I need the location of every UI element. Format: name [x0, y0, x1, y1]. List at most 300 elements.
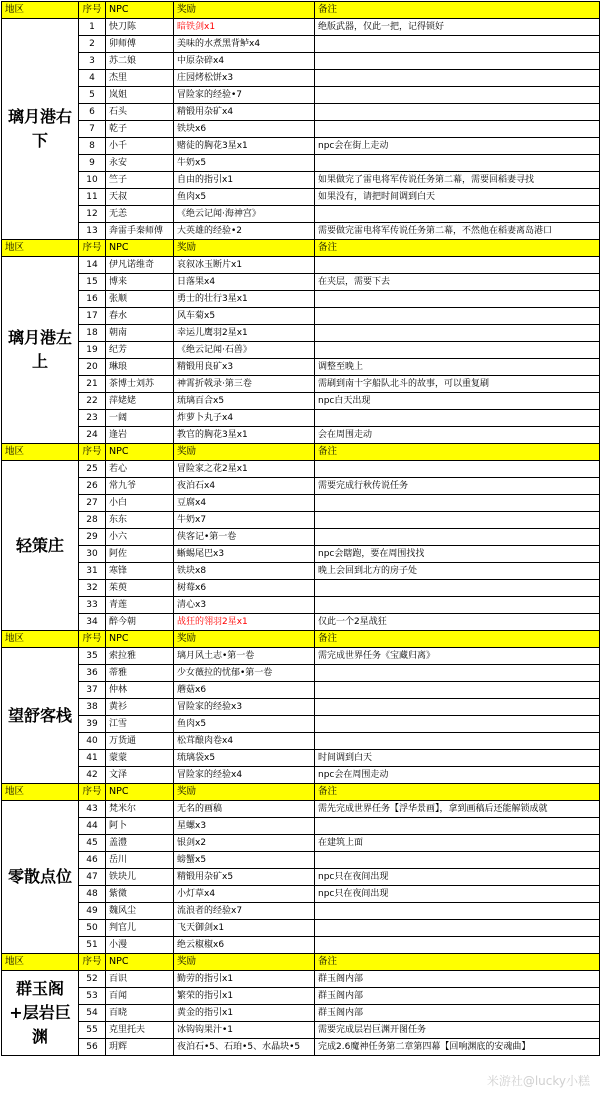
- reward-item: 幸运儿鹰羽2星x1: [174, 325, 315, 342]
- table-row: [2, 563, 600, 580]
- note-text: [315, 291, 600, 308]
- table-row: [2, 342, 600, 359]
- npc-name: 百晓: [106, 1005, 174, 1022]
- npc-name: 伊凡诺维奇: [106, 257, 174, 274]
- note-text: npc会在街上走动: [315, 138, 600, 155]
- reward-item: 勤劳的指引x1: [174, 971, 315, 988]
- row-num: 3: [79, 53, 106, 70]
- npc-name: 小漫: [106, 937, 174, 954]
- row-num: 7: [79, 121, 106, 138]
- note-text: [315, 512, 600, 529]
- header-row: [2, 2, 600, 19]
- note-text: 需要做完雷电将军传说任务第二幕，不然他在稻妻离岛港口: [315, 223, 600, 240]
- note-text: [315, 716, 600, 733]
- row-num: 16: [79, 291, 106, 308]
- npc-name: 阿卜: [106, 818, 174, 835]
- npc-name: 永安: [106, 155, 174, 172]
- reward-item: 冒险家的经验x4: [174, 767, 315, 784]
- header-npc: NPC: [106, 240, 174, 257]
- note-text: 群玉阁内部: [315, 988, 600, 1005]
- note-text: npc会瞎跑，要在周围找找: [315, 546, 600, 563]
- table-row: [2, 546, 600, 563]
- row-num: 21: [79, 376, 106, 393]
- reward-item: 炸萝卜丸子x4: [174, 410, 315, 427]
- header-npc: NPC: [106, 631, 174, 648]
- row-num: 42: [79, 767, 106, 784]
- reward-item: 流浪者的经验x7: [174, 903, 315, 920]
- row-num: 11: [79, 189, 106, 206]
- note-text: [315, 53, 600, 70]
- note-text: 在夹层，需要下去: [315, 274, 600, 291]
- reward-item: 豆腐x4: [174, 495, 315, 512]
- note-text: [315, 36, 600, 53]
- region-cell: 轻策庄: [2, 461, 79, 631]
- npc-name: 琳琅: [106, 359, 174, 376]
- note-text: npc只在夜间出现: [315, 869, 600, 886]
- npc-name: 一阔: [106, 410, 174, 427]
- header-num: 序号: [79, 240, 106, 257]
- table-row: [2, 903, 600, 920]
- note-text: [315, 342, 600, 359]
- note-text: [315, 104, 600, 121]
- table-row: [2, 87, 600, 104]
- header-npc: NPC: [106, 784, 174, 801]
- reward-item: 冒险家之花2星x1: [174, 461, 315, 478]
- header-num: 序号: [79, 2, 106, 19]
- header-row: [2, 954, 600, 971]
- row-num: 13: [79, 223, 106, 240]
- table-row: [2, 410, 600, 427]
- note-text: npc只在夜间出现: [315, 886, 600, 903]
- row-num: 53: [79, 988, 106, 1005]
- row-num: 6: [79, 104, 106, 121]
- row-num: 33: [79, 597, 106, 614]
- table-row: [2, 1039, 600, 1056]
- reward-item: 日落果x4: [174, 274, 315, 291]
- npc-name: 索拉雅: [106, 648, 174, 665]
- row-num: 45: [79, 835, 106, 852]
- note-text: [315, 699, 600, 716]
- npc-name: 万货通: [106, 733, 174, 750]
- npc-name: 铁块儿: [106, 869, 174, 886]
- note-text: 需要完成行秋传说任务: [315, 478, 600, 495]
- table-row: [2, 36, 600, 53]
- table-row: [2, 733, 600, 750]
- row-num: 36: [79, 665, 106, 682]
- npc-name: 无恙: [106, 206, 174, 223]
- note-text: 需刷到南十字船队北斗的故事，可以重复刷: [315, 376, 600, 393]
- table-row: [2, 308, 600, 325]
- npc-name: 魏风尘: [106, 903, 174, 920]
- row-num: 24: [79, 427, 106, 444]
- note-text: [315, 308, 600, 325]
- reward-item: 哀叙冰玉断片x1: [174, 257, 315, 274]
- npc-name: 快刀陈: [106, 19, 174, 36]
- row-num: 8: [79, 138, 106, 155]
- note-text: [315, 461, 600, 478]
- reward-item: 蘑菇x6: [174, 682, 315, 699]
- table-row: [2, 665, 600, 682]
- table-row: [2, 274, 600, 291]
- note-text: 调整至晚上: [315, 359, 600, 376]
- header-npc: NPC: [106, 2, 174, 19]
- note-text: [315, 121, 600, 138]
- note-text: 晚上会回到北方的房子处: [315, 563, 600, 580]
- header-region: 地区: [2, 954, 79, 971]
- row-num: 31: [79, 563, 106, 580]
- note-text: [315, 206, 600, 223]
- table-row: [2, 70, 600, 87]
- table-row: [2, 529, 600, 546]
- note-text: [315, 87, 600, 104]
- npc-name: 天叔: [106, 189, 174, 206]
- reward-item: 风车菊x5: [174, 308, 315, 325]
- reward-item: 绝云椒椒x6: [174, 937, 315, 954]
- reward-item: 中原杂碎x4: [174, 53, 315, 70]
- note-text: 时间调到白天: [315, 750, 600, 767]
- table-row: [2, 869, 600, 886]
- reward-item: 战狂的翎羽2星x1: [174, 614, 315, 631]
- header-row: [2, 784, 600, 801]
- npc-name: 东东: [106, 512, 174, 529]
- table-row: [2, 172, 600, 189]
- header-num: 序号: [79, 444, 106, 461]
- table-row: [2, 291, 600, 308]
- table-row: [2, 478, 600, 495]
- row-num: 40: [79, 733, 106, 750]
- table-row: [2, 393, 600, 410]
- npc-name: 岳川: [106, 852, 174, 869]
- row-num: 32: [79, 580, 106, 597]
- npc-name: 醉今朝: [106, 614, 174, 631]
- npc-name: 苏二娘: [106, 53, 174, 70]
- reward-item: 牛奶x7: [174, 512, 315, 529]
- reward-item: 少女薇拉的忧郁•第一卷: [174, 665, 315, 682]
- reward-item: 美味的水煮黑背鲈x4: [174, 36, 315, 53]
- reward-item: 冒险家的经验•7: [174, 87, 315, 104]
- header-note: 备注: [315, 784, 600, 801]
- npc-name: 紫微: [106, 886, 174, 903]
- header-npc: NPC: [106, 444, 174, 461]
- row-num: 15: [79, 274, 106, 291]
- row-num: 14: [79, 257, 106, 274]
- table-row: [2, 920, 600, 937]
- region-cell: 群玉阁+层岩巨渊: [2, 971, 79, 1056]
- row-num: 4: [79, 70, 106, 87]
- reward-item: 螃蟹x5: [174, 852, 315, 869]
- note-text: [315, 818, 600, 835]
- reward-item: 教官的胸花3星x1: [174, 427, 315, 444]
- header-reward: 奖励: [174, 444, 315, 461]
- header-note: 备注: [315, 444, 600, 461]
- npc-name: 阿佐: [106, 546, 174, 563]
- reward-item: 夜泊石•5、石珀•5、水晶块•5: [174, 1039, 315, 1056]
- reward-item: 《绝云记闻·石兽》: [174, 342, 315, 359]
- header-row: [2, 240, 600, 257]
- npc-name: 蒂雅: [106, 665, 174, 682]
- note-text: [315, 325, 600, 342]
- header-row: [2, 631, 600, 648]
- region-cell: 璃月港左上: [2, 257, 79, 444]
- npc-name: 岚姐: [106, 87, 174, 104]
- npc-name: 黄衫: [106, 699, 174, 716]
- table-row: [2, 138, 600, 155]
- row-num: 30: [79, 546, 106, 563]
- npc-name: 竺子: [106, 172, 174, 189]
- table-row: [2, 614, 600, 631]
- header-note: 备注: [315, 631, 600, 648]
- npc-name: 纪芳: [106, 342, 174, 359]
- reward-item: 勇士的壮行3星x1: [174, 291, 315, 308]
- row-num: 51: [79, 937, 106, 954]
- note-text: [315, 70, 600, 87]
- header-reward: 奖励: [174, 631, 315, 648]
- row-num: 20: [79, 359, 106, 376]
- npc-name: 茶博士刘苏: [106, 376, 174, 393]
- note-text: [315, 733, 600, 750]
- npc-name: 朝南: [106, 325, 174, 342]
- reward-item: 无名的画稿: [174, 801, 315, 818]
- row-num: 5: [79, 87, 106, 104]
- header-reward: 奖励: [174, 954, 315, 971]
- note-text: [315, 665, 600, 682]
- reward-item: 铁块x8: [174, 563, 315, 580]
- reward-item: 冒险家的经验x3: [174, 699, 315, 716]
- row-num: 2: [79, 36, 106, 53]
- table-row: [2, 767, 600, 784]
- header-num: 序号: [79, 784, 106, 801]
- table-row: [2, 257, 600, 274]
- note-text: [315, 920, 600, 937]
- note-text: [315, 597, 600, 614]
- npc-name: 文泽: [106, 767, 174, 784]
- npc-name: 青莲: [106, 597, 174, 614]
- note-text: 如果没有，请把时间调到白天: [315, 189, 600, 206]
- npc-name: 盖澧: [106, 835, 174, 852]
- npc-name: 萍姥姥: [106, 393, 174, 410]
- npc-name: 春水: [106, 308, 174, 325]
- table-row: [2, 223, 600, 240]
- table-row: [2, 359, 600, 376]
- table-row: [2, 376, 600, 393]
- table-row: [2, 597, 600, 614]
- row-num: 34: [79, 614, 106, 631]
- header-note: 备注: [315, 2, 600, 19]
- row-num: 27: [79, 495, 106, 512]
- row-num: 52: [79, 971, 106, 988]
- row-num: 39: [79, 716, 106, 733]
- table-row: [2, 1005, 600, 1022]
- table-row: [2, 512, 600, 529]
- header-region: 地区: [2, 631, 79, 648]
- note-text: npc白天出现: [315, 393, 600, 410]
- header-reward: 奖励: [174, 784, 315, 801]
- row-num: 47: [79, 869, 106, 886]
- note-text: 仅此一个2星战狂: [315, 614, 600, 631]
- npc-name: 玥辉: [106, 1039, 174, 1056]
- row-num: 9: [79, 155, 106, 172]
- row-num: 41: [79, 750, 106, 767]
- header-reward: 奖励: [174, 2, 315, 19]
- note-text: npc会在周围走动: [315, 767, 600, 784]
- row-num: 10: [79, 172, 106, 189]
- npc-name: 常九爷: [106, 478, 174, 495]
- npc-name: 逢岩: [106, 427, 174, 444]
- reward-item: 黄金的指引x1: [174, 1005, 315, 1022]
- reward-item: 精锻用杂矿x4: [174, 104, 315, 121]
- row-num: 28: [79, 512, 106, 529]
- npc-name: 江雪: [106, 716, 174, 733]
- table-row: [2, 852, 600, 869]
- region-cell: 璃月港右下: [2, 19, 79, 240]
- watermark: 米游社@lucky小糕: [486, 1074, 590, 1088]
- reward-item: 庄园烤松饼x3: [174, 70, 315, 87]
- header-region: 地区: [2, 240, 79, 257]
- npc-name: 博来: [106, 274, 174, 291]
- region-cell: 望舒客栈: [2, 648, 79, 784]
- note-text: 绝版武器，仅此一把，记得锁好: [315, 19, 600, 36]
- table-row: [2, 750, 600, 767]
- reward-item: 清心x3: [174, 597, 315, 614]
- header-reward: 奖励: [174, 240, 315, 257]
- reward-item: 赌徒的胸花3星x1: [174, 138, 315, 155]
- reward-item: 琉璃袋x5: [174, 750, 315, 767]
- reward-item: 飞天御剑x1: [174, 920, 315, 937]
- note-text: [315, 257, 600, 274]
- note-text: 群玉阁内部: [315, 971, 600, 988]
- note-text: [315, 529, 600, 546]
- row-num: 23: [79, 410, 106, 427]
- note-text: [315, 682, 600, 699]
- npc-name: 梵米尔: [106, 801, 174, 818]
- reward-item: 牛奶x5: [174, 155, 315, 172]
- row-num: 43: [79, 801, 106, 818]
- row-num: 35: [79, 648, 106, 665]
- reward-item: 精锻用杂矿x5: [174, 869, 315, 886]
- npc-name: 卯师傅: [106, 36, 174, 53]
- npc-name: 石头: [106, 104, 174, 121]
- reward-item: 松茸酿肉卷x4: [174, 733, 315, 750]
- reward-item: 琉璃百合x5: [174, 393, 315, 410]
- npc-name: 仲林: [106, 682, 174, 699]
- reward-item: 铁块x6: [174, 121, 315, 138]
- row-num: 26: [79, 478, 106, 495]
- table-row: [2, 886, 600, 903]
- npc-name: 若心: [106, 461, 174, 478]
- header-num: 序号: [79, 954, 106, 971]
- row-num: 38: [79, 699, 106, 716]
- row-num: 50: [79, 920, 106, 937]
- npc-reward-table: [1, 1, 600, 1056]
- reward-item: 夜泊石x4: [174, 478, 315, 495]
- table-row: [2, 427, 600, 444]
- npc-name: 小千: [106, 138, 174, 155]
- row-num: 49: [79, 903, 106, 920]
- header-npc: NPC: [106, 954, 174, 971]
- table-row: [2, 461, 600, 478]
- npc-name: 奔雷手秦师傅: [106, 223, 174, 240]
- row-num: 44: [79, 818, 106, 835]
- row-num: 48: [79, 886, 106, 903]
- row-num: 22: [79, 393, 106, 410]
- npc-name: 判官儿: [106, 920, 174, 937]
- header-note: 备注: [315, 954, 600, 971]
- note-text: [315, 155, 600, 172]
- reward-item: 银剑x2: [174, 835, 315, 852]
- table-row: [2, 189, 600, 206]
- note-text: [315, 410, 600, 427]
- npc-name: 杰里: [106, 70, 174, 87]
- reward-item: 自由的指引x1: [174, 172, 315, 189]
- note-text: [315, 495, 600, 512]
- note-text: 如果做完了雷电将军传说任务第二幕，需要回稻妻寻找: [315, 172, 600, 189]
- reward-item: 《绝云记闻·海神宫》: [174, 206, 315, 223]
- table-row: [2, 53, 600, 70]
- note-text: 需先完成世界任务【浮华景画】，拿到画稿后还能解锁成就: [315, 801, 600, 818]
- npc-name: 小白: [106, 495, 174, 512]
- table-row: [2, 155, 600, 172]
- npc-name: 小六: [106, 529, 174, 546]
- table-row: [2, 648, 600, 665]
- header-region: 地区: [2, 444, 79, 461]
- npc-name: 寒锋: [106, 563, 174, 580]
- note-text: [315, 937, 600, 954]
- table-row: [2, 699, 600, 716]
- row-num: 55: [79, 1022, 106, 1039]
- row-num: 17: [79, 308, 106, 325]
- reward-item: 星螺x3: [174, 818, 315, 835]
- note-text: [315, 903, 600, 920]
- npc-name: 蒙蒙: [106, 750, 174, 767]
- table-row: [2, 495, 600, 512]
- note-text: [315, 580, 600, 597]
- reward-item: 暗铁剑x1: [174, 19, 315, 36]
- reward-item: 冰钩钩果汁•1: [174, 1022, 315, 1039]
- row-num: 19: [79, 342, 106, 359]
- row-num: 1: [79, 19, 106, 36]
- row-num: 37: [79, 682, 106, 699]
- table-row: [2, 801, 600, 818]
- npc-name: 乾子: [106, 121, 174, 138]
- table-row: [2, 1022, 600, 1039]
- table-row: [2, 835, 600, 852]
- row-num: 54: [79, 1005, 106, 1022]
- note-text: 完成2.6魔神任务第二章第四幕【回响渊底的安魂曲】: [315, 1039, 600, 1056]
- table-row: [2, 818, 600, 835]
- table-row: [2, 19, 600, 36]
- npc-name: 克里托夫: [106, 1022, 174, 1039]
- reward-item: 鱼肉x5: [174, 716, 315, 733]
- note-text: [315, 852, 600, 869]
- table-row: [2, 988, 600, 1005]
- row-num: 29: [79, 529, 106, 546]
- row-num: 25: [79, 461, 106, 478]
- reward-item: 繁荣的指引x1: [174, 988, 315, 1005]
- reward-item: 树莓x6: [174, 580, 315, 597]
- table-row: [2, 206, 600, 223]
- reward-item: 璃月风土志•第一卷: [174, 648, 315, 665]
- header-region: 地区: [2, 784, 79, 801]
- reward-item: 大英雄的经验•2: [174, 223, 315, 240]
- table-row: [2, 971, 600, 988]
- reward-item: 小灯草x4: [174, 886, 315, 903]
- header-row: [2, 444, 600, 461]
- npc-name: 百识: [106, 971, 174, 988]
- header-note: 备注: [315, 240, 600, 257]
- note-text: 会在周围走动: [315, 427, 600, 444]
- table-row: [2, 682, 600, 699]
- reward-item: 侠客记•第一卷: [174, 529, 315, 546]
